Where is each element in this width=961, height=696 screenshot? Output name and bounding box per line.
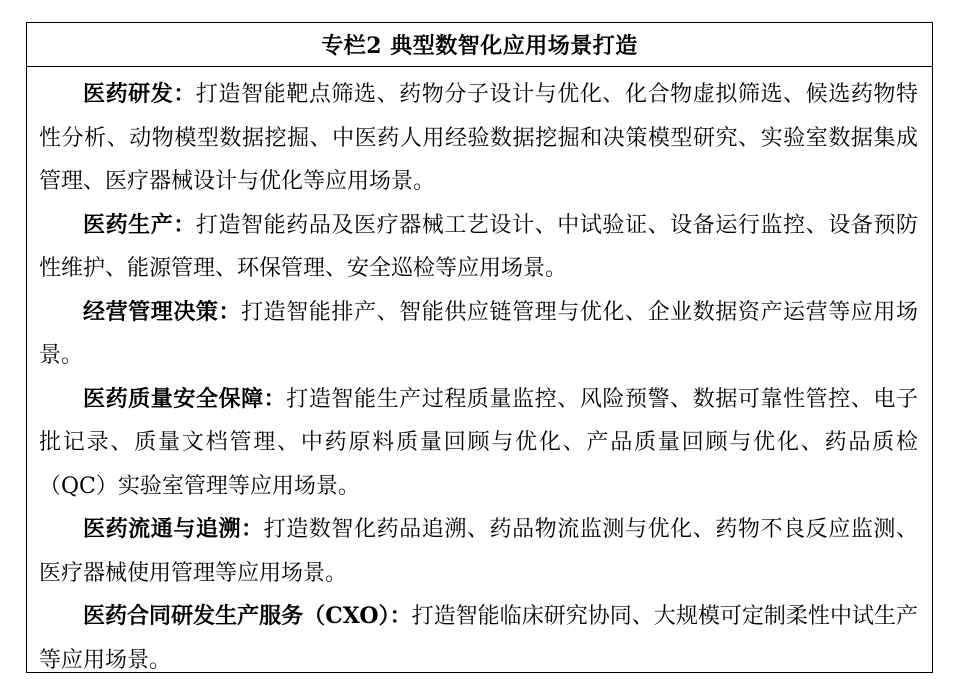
paragraph-distribution-traceability — [39, 508, 918, 595]
paragraph-operations-decision — [39, 291, 918, 378]
paragraph-text: 打造智能药品及医疗器械工艺设计、中试验证、设备运行监控、设备预防性维护、能源管理、环保管理、安全巡检等应用场景。 — [39, 212, 918, 281]
paragraph-label: 医药合同研发生产服务（CXO）： — [83, 603, 412, 629]
feature-box — [26, 22, 933, 673]
box-title: 专栏2 典型数智化应用场景打造 — [27, 23, 932, 67]
paragraph-label: 医药研发： — [83, 81, 196, 107]
box-body — [27, 67, 932, 682]
paragraph-text: 打造智能靶点筛选、药物分子设计与优化、化合物虚拟筛选、候选药物特性分析、动物模型数据挖掘、中医药人用经验数据挖掘和决策模型研究、实验室数据集成管理、医疗器械设计与优化等应用场景。 — [39, 82, 918, 194]
paragraph-label: 医药生产： — [83, 211, 196, 238]
paragraph-quality-safety — [39, 378, 918, 509]
paragraph-text: 打造智能临床研究协同、大规模可定制柔性中试生产等应用场景。 — [39, 604, 918, 673]
paragraph-text: 打造数智化药品追溯、药品物流监测与优化、药物不良反应监测、医疗器械使用管理等应用场景。 — [39, 517, 918, 586]
paragraph-text: 打造智能生产过程质量监控、风险预警、数据可靠性管控、电子批记录、质量文档管理、中药原料质量回顾与优化、产品质量回顾与优化、药品质检（QC）实验室管理等应用场景。 — [39, 386, 918, 499]
paragraph-label: 经营管理决策： — [83, 298, 242, 325]
paragraph-pharma-production — [39, 204, 918, 291]
paragraph-label: 医药质量安全保障： — [83, 385, 287, 412]
paragraph-cxo — [39, 595, 918, 682]
paragraph-text: 打造智能排产、智能供应链管理与优化、企业数据资产运营等应用场景。 — [39, 299, 918, 368]
paragraph-pharma-rnd — [39, 73, 918, 204]
paragraph-label: 医药流通与追溯： — [83, 516, 264, 542]
